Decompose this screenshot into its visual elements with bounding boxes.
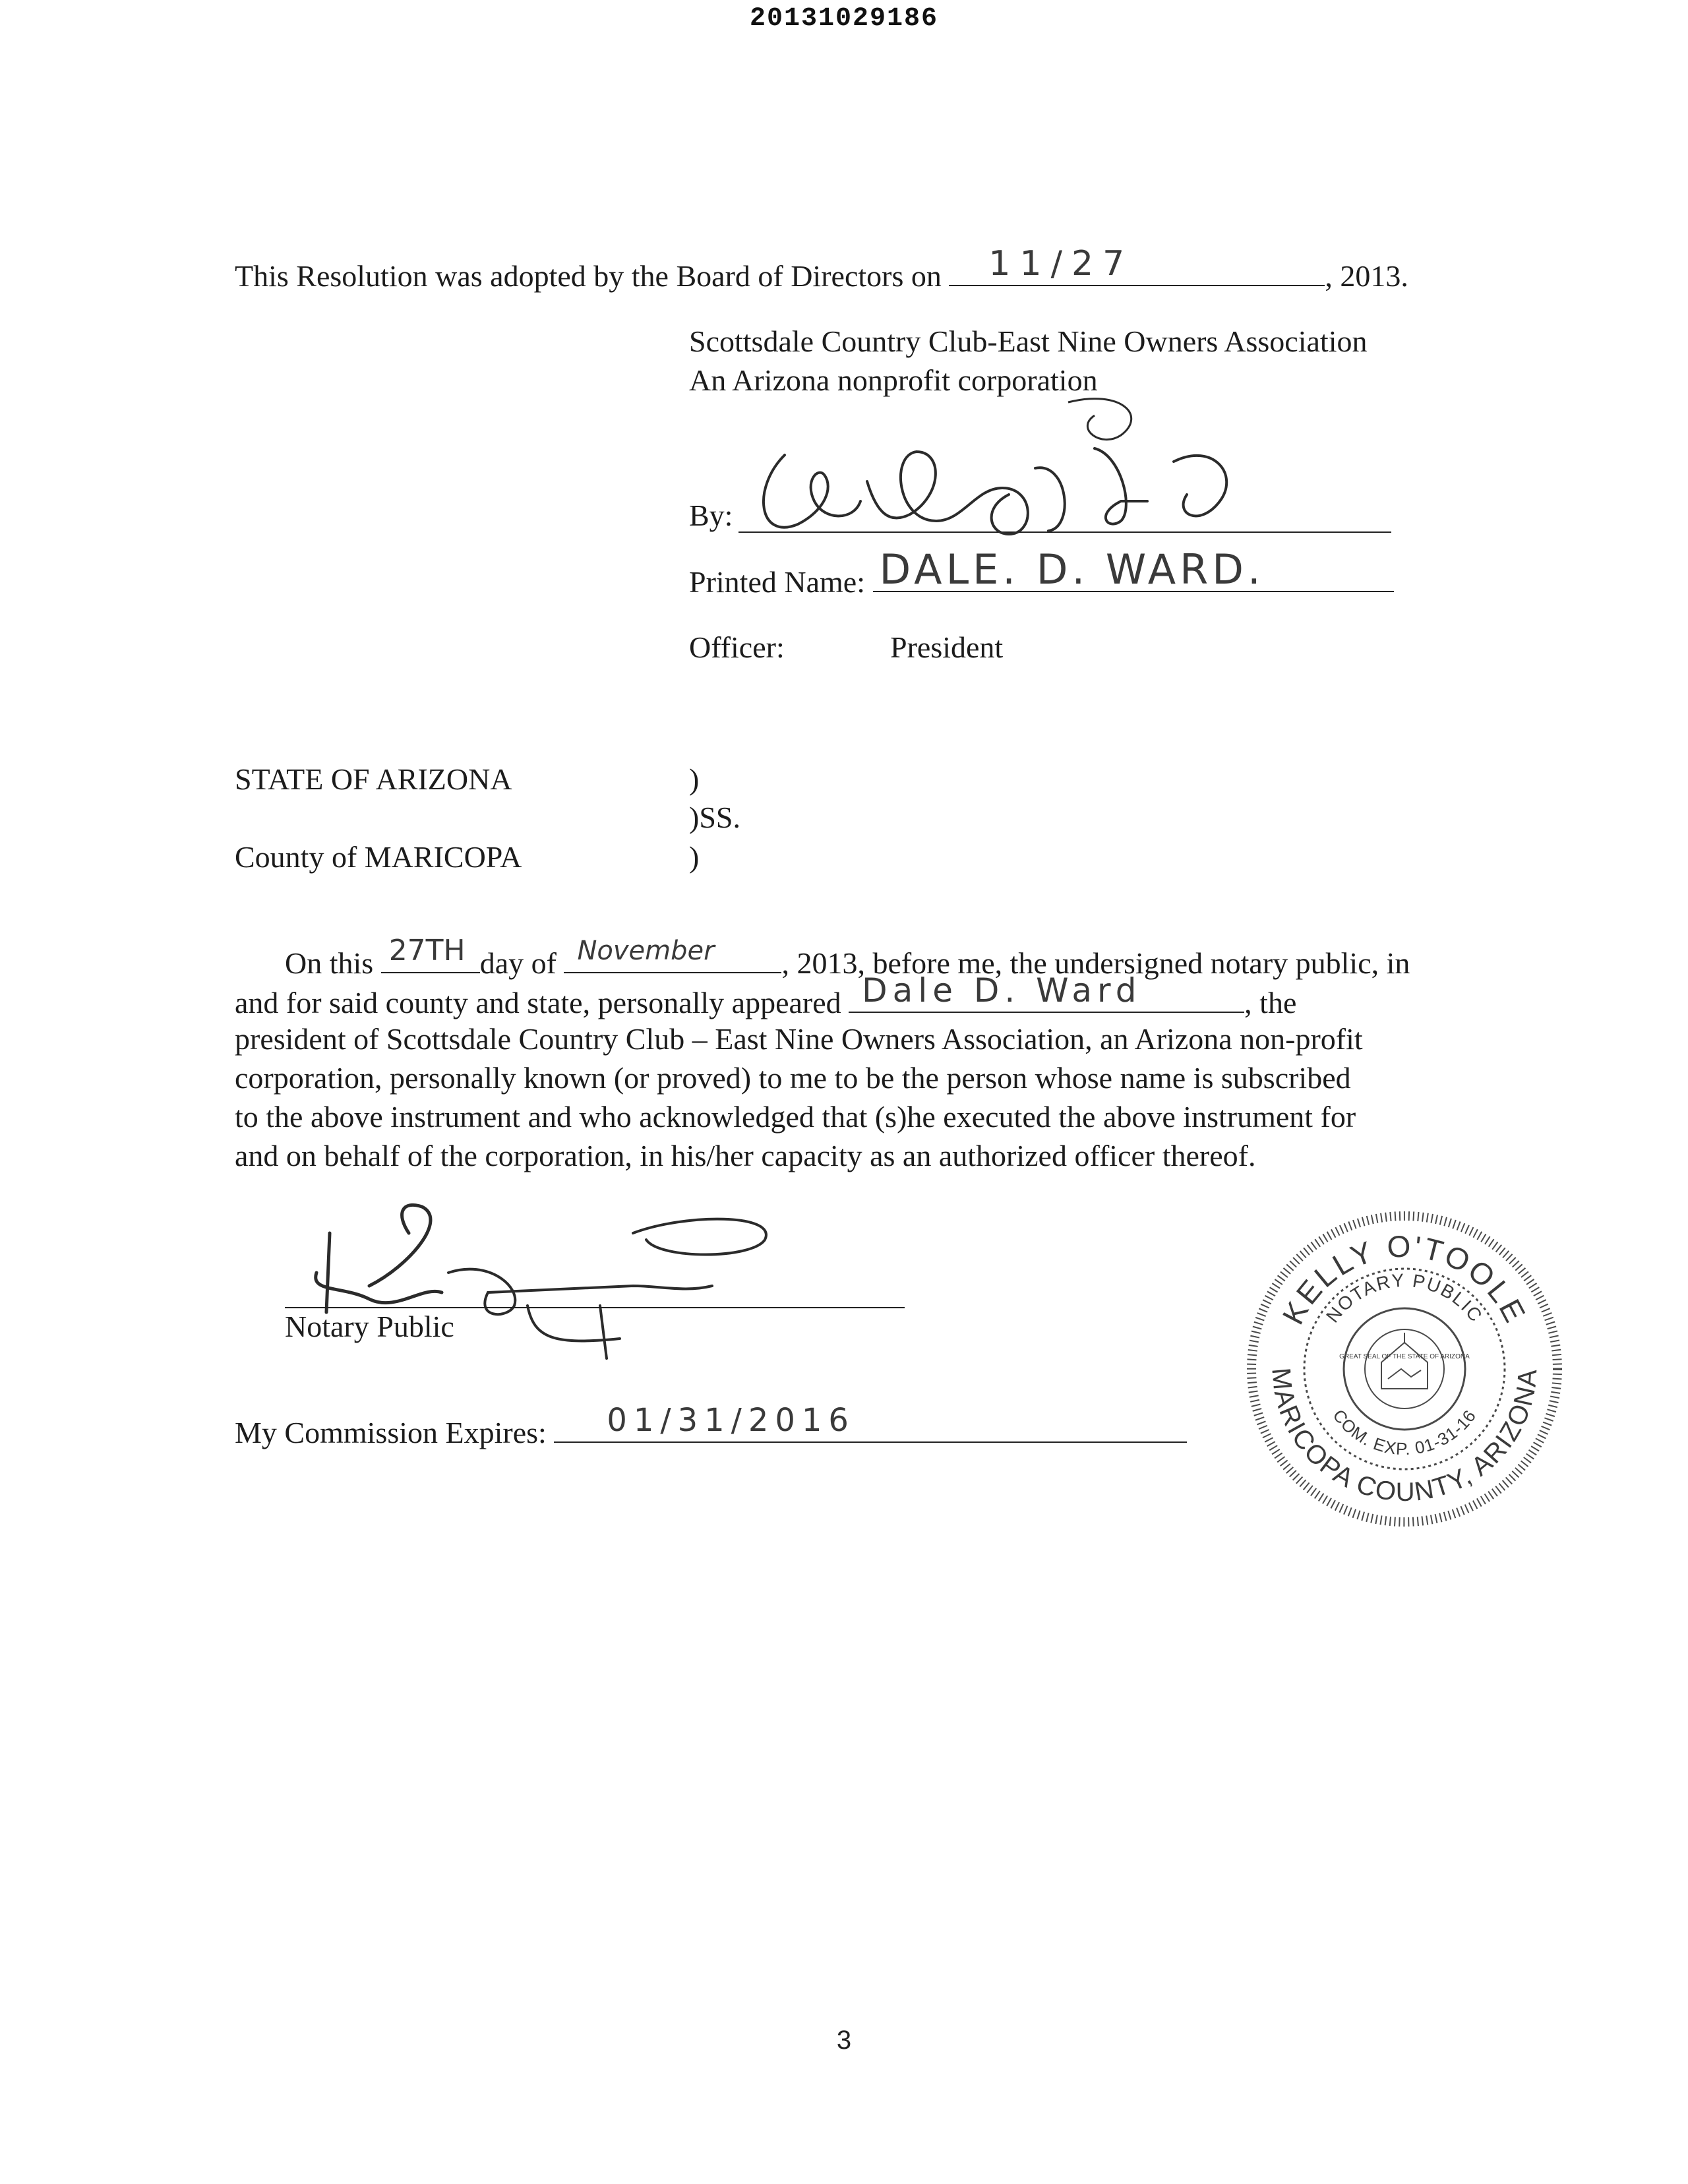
seal-title: NOTARY PUBLIC (1322, 1269, 1487, 1327)
ack-month-handwritten: November (577, 936, 715, 966)
officer-label: Officer: (689, 630, 785, 664)
ack-line1-rest: , 2013, before me, the undersigned notary public, in (781, 946, 1410, 980)
county-label: County of MARICOPA (235, 840, 522, 874)
ack-day-of: day of (479, 946, 557, 980)
printed-name-label: Printed Name: (689, 565, 865, 599)
resolution-line (235, 244, 1408, 296)
venue-ss: )SS. (689, 801, 740, 834)
svg-text:COM. EXP. 01-31-16 (1329, 1406, 1480, 1459)
printed-name-row (689, 545, 1394, 602)
document-number: 20131029186 (749, 4, 939, 34)
seal-expiry: COM. EXP. 01-31-16 (1329, 1405, 1480, 1459)
seal-name: KELLY O'TOOLE (1275, 1228, 1534, 1330)
resolution-date-field (949, 244, 1325, 286)
ack-line-5: to the above instrument and who acknowledged that (s)he executed the above instrument for (235, 1100, 1356, 1134)
ack-name-field (849, 971, 1244, 1013)
ack-line2-end: , the (1244, 986, 1297, 1019)
commission-date-field (554, 1402, 1187, 1443)
officer-value: President (890, 630, 1004, 664)
resolution-prefix: This Resolution was adopted by the Board of Directors on (235, 259, 942, 293)
resolution-date-handwritten: 11/27 (988, 244, 1134, 284)
state-label: STATE OF ARIZONA (235, 762, 512, 796)
ack-on-this: On this (285, 946, 374, 980)
venue-paren-1: ) (689, 762, 700, 796)
venue-paren-2: ) (689, 840, 700, 874)
ack-name-handwritten: Dale D. Ward (862, 971, 1142, 1010)
ack-line-4: corporation, personally known (or proved) to me to be the person whose name is subscribed (235, 1061, 1351, 1095)
page-number: 3 (836, 2026, 852, 2055)
by-label: By: (689, 499, 733, 532)
commission-date-handwritten: 01/31/2016 (607, 1402, 855, 1439)
notary-seal (1246, 1211, 1563, 1527)
ack-month-field (564, 936, 781, 973)
ack-line-2 (235, 971, 1297, 1023)
ack-day-handwritten: 27TH (388, 934, 466, 967)
printed-name-field (873, 545, 1394, 593)
ack-line-6: and on behalf of the corporation, in his/her capacity as an authorized officer thereof. (235, 1139, 1256, 1172)
officer-signature (725, 389, 1319, 547)
ack-line-3: president of Scottsdale Country Club – East Nine Owners Association, an Arizona non-profit (235, 1022, 1363, 1056)
ack-line-1 (285, 934, 1410, 983)
ack-line2-start: and for said county and state, personally appeared (235, 986, 841, 1019)
seal-county: MARICOPA COUNTY, ARIZONA (1266, 1366, 1543, 1507)
organization-name: Scottsdale Country Club-East Nine Owners Association (689, 324, 1368, 358)
notary-public-label: Notary Public (285, 1310, 454, 1343)
seal-inner: GREAT SEAL OF THE STATE OF ARIZONA (1339, 1353, 1470, 1360)
organization-type: An Arizona nonprofit corporation (689, 363, 1098, 397)
commission-label: My Commission Expires: (235, 1416, 547, 1449)
ack-day-field (381, 934, 480, 973)
printed-name-handwritten: DALE. D. WARD. (879, 545, 1265, 593)
commission-row (235, 1402, 1187, 1453)
resolution-year: , 2013. (1325, 259, 1408, 293)
